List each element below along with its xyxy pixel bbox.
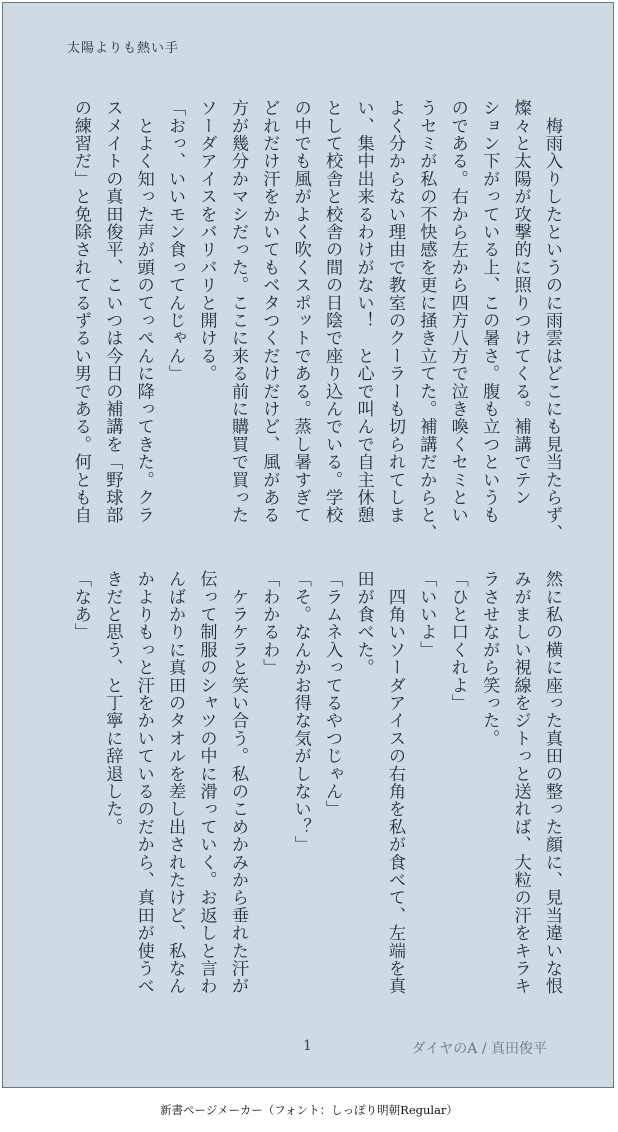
footer-info: ダイヤのA / 真田俊平 xyxy=(411,1041,547,1057)
text-line: 田が食べた。 xyxy=(353,570,374,677)
text-line: ラさせながら笑った。 xyxy=(479,570,500,747)
book-page xyxy=(2,2,614,1088)
text-line: かよりもっと汗をかいているのだから、真田が使うべ xyxy=(133,570,154,995)
body-text-bottom xyxy=(65,570,568,1010)
text-line: 「ラムネ入ってるやつじゃん」 xyxy=(322,570,343,818)
text-line: ション下がっている上、この暑さ。腹も立つというも xyxy=(479,99,500,524)
page-header-title: 太陽よりも熱い手 xyxy=(67,41,180,56)
text-line: 「おっ、いいモン食ってんじゃん」 xyxy=(165,99,186,383)
text-line: 「ひと口くれよ」 xyxy=(447,570,468,712)
text-line: とよく知った声が頭のてっぺんに降ってきた。クラ xyxy=(133,99,154,524)
generator-credit: 新書ページメーカー（フォント：しっぽり明朝Regular） xyxy=(160,1103,458,1117)
text-line: 四角いソーダアイスの右角を私が食べて、左端を真 xyxy=(384,570,405,995)
body-text-top xyxy=(65,99,568,542)
text-line: うセミが私の不快感を更に掻き立てた。補講だからと、 xyxy=(416,99,437,542)
text-line: 梅雨入りしたというのに雨雲はどこにも見当たらず、 xyxy=(542,99,562,542)
text-line: 燦々と太陽が攻撃的に照りつけてくる。補講でテン xyxy=(510,99,531,507)
text-line: きだと思う、と丁寧に辞退した。 xyxy=(102,570,123,836)
text-line: 伝って制服のシャツの中に滑っていく。お返しと言わ xyxy=(196,570,217,995)
text-line: の練習だ」と免除されてるずるい男である。何とも自 xyxy=(70,99,91,524)
text-line: の中でも風がよく吹くスポットである。蒸し暑すぎて xyxy=(290,99,311,524)
text-line: よく分からない理由で教室のクーラーも切られてしま xyxy=(384,99,405,524)
text-line: 「そ。なんかお得な気がしない？」 xyxy=(290,570,311,854)
text-line: どれだけ汗をかいてもベタつくだけだけど、風がある xyxy=(259,99,280,524)
text-line: 「いいよ」 xyxy=(416,570,437,659)
text-line: 然に私の横に座った真田の整った顔に、見当違いな恨 xyxy=(542,570,562,995)
text-line: んばかりに真田のタオルを差し出されたけど、私なん xyxy=(165,570,186,995)
text-line: い、集中出来るわけがない！ と心で叫んで自主休憩 xyxy=(353,99,374,524)
text-line: みがましい視線をジトっと送れば、大粒の汗をキラキ xyxy=(510,570,531,995)
text-line: として校舎と校舎の間の日陰で座り込んでいる。学校 xyxy=(322,99,343,524)
text-line: スメイトの真田俊平、こいつは今日の補講を「野球部 xyxy=(102,99,123,524)
page-number: 1 xyxy=(303,1038,312,1054)
text-line: 「なあ」 xyxy=(70,570,91,641)
text-line: ソーダアイスをバリバリと開ける。 xyxy=(196,99,217,383)
text-line: のである。右から左から四方八方で泣き喚くセミとい xyxy=(447,99,468,524)
text-line: 「わかるわ」 xyxy=(259,570,280,677)
text-line: ケラケラと笑い合う。私のこめかみから垂れた汗が xyxy=(227,570,248,995)
text-line: 方が幾分かマシだった。ここに来る前に購買で買った xyxy=(227,99,248,524)
